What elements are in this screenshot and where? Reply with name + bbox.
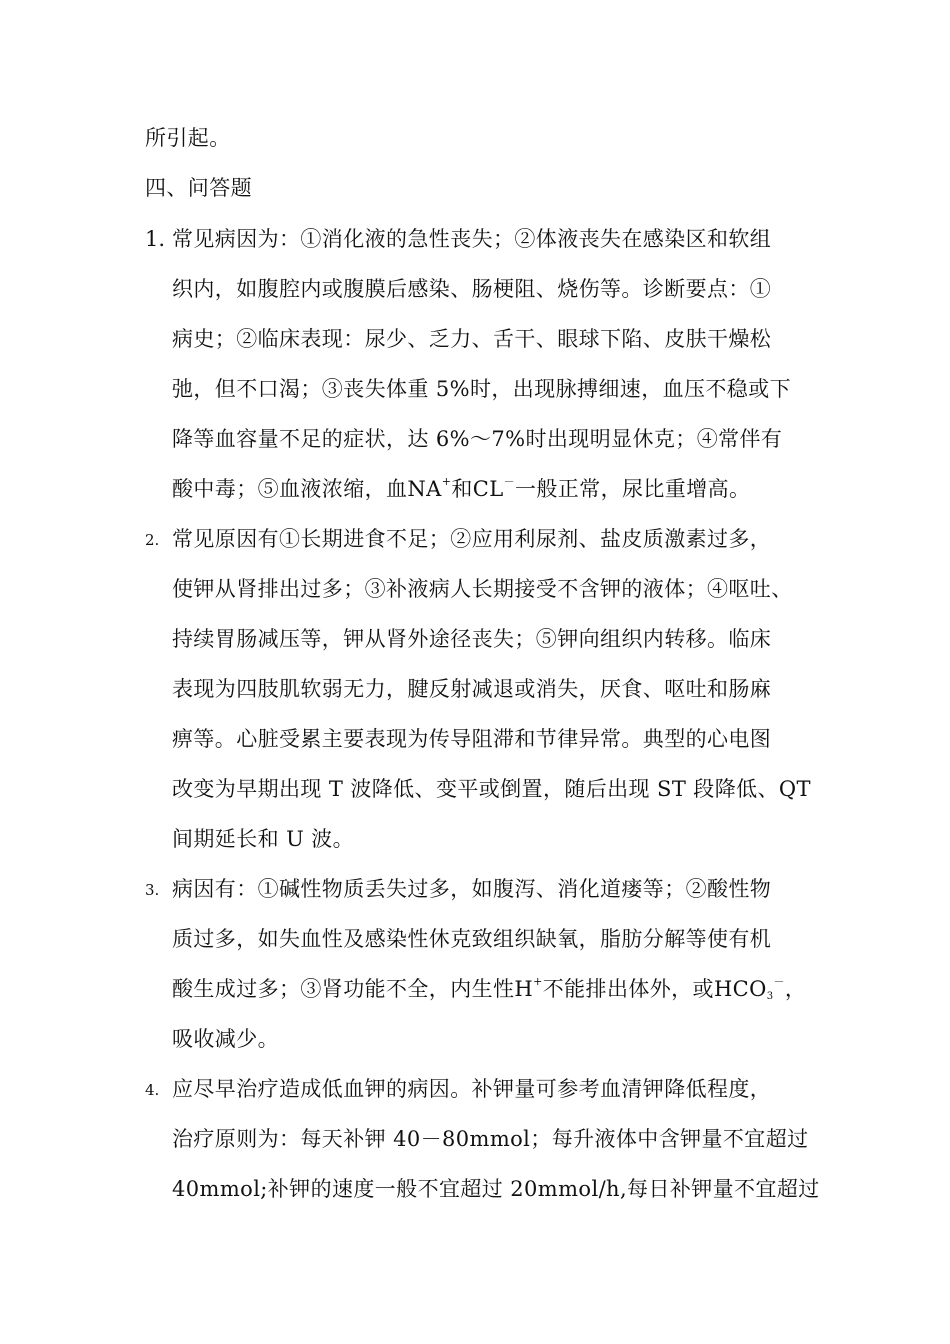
answer-line: 治疗原则为：每天补钾 40－80mmol；每升液体中含钾量不宜超过 <box>172 1127 809 1151</box>
answer-line: 织内，如腹腔内或腹膜后感染、肠梗阻、烧伤等。诊断要点：① <box>172 277 772 301</box>
answer-line: 吸收减少。 <box>172 1027 279 1051</box>
answer-line: 弛，但不口渴；③丧失体重 5%时，出现脉搏细速，血压不稳或下 <box>172 377 791 401</box>
answer-line: 酸生成过多；③肾功能不全，内生性H+不能排出体外，或$HCO_3^-$， <box>172 975 807 1002</box>
section-heading: 四、问答题 <box>145 176 252 200</box>
answer-line: 持续胃肠减压等，钾从肾外途径丧失；⑤钾向组织内转移。临床 <box>172 627 772 651</box>
answer-line: 间期延长和 U 波。 <box>172 827 355 851</box>
answer-line: 常见原因有①长期进食不足；②应用利尿剂、盐皮质激素过多， <box>172 527 772 551</box>
answer-line: 质过多，如失血性及感染性休克致组织缺氧，脂肪分解等使有机 <box>172 927 772 951</box>
answer-number: 3. <box>145 881 160 899</box>
intro-text: 所引起。 <box>145 126 231 150</box>
answer-number: 1. <box>145 227 166 251</box>
answer-line: 改变为早期出现 T 波降低、变平或倒置，随后出现 ST 段降低、QT <box>172 777 811 801</box>
answer-line: 病史；②临床表现：尿少、乏力、舌干、眼球下陷、皮肤干燥松 <box>172 327 772 351</box>
answer-line: 使钾从肾排出过多；③补液病人长期接受不含钾的液体；④呕吐、 <box>172 577 793 601</box>
answer-line: 降等血容量不足的症状，达 6%～7%时出现明显休克；④常伴有 <box>172 427 783 451</box>
answer-line: 酸中毒；⑤血液浓缩，血NA+和CL－一般正常，尿比重增高。 <box>172 475 751 501</box>
answer-line: 40mmol;补钾的速度一般不宜超过 20mmol/h,每日补钾量不宜超过 <box>172 1177 820 1201</box>
answer-line: 表现为四肢肌软弱无力，腱反射减退或消失，厌食、呕吐和肠麻 <box>172 677 772 701</box>
answer-line: 应尽早治疗造成低血钾的病因。补钾量可参考血清钾降低程度， <box>172 1077 772 1101</box>
answer-number: 4. <box>145 1081 160 1099</box>
answer-line: 痹等。心脏受累主要表现为传导阻滞和节律异常。典型的心电图 <box>172 727 772 751</box>
answer-line: 病因有：①碱性物质丢失过多，如腹泻、消化道瘘等；②酸性物 <box>172 877 772 901</box>
answer-line: 常见病因为：①消化液的急性丧失；②体液丧失在感染区和软组 <box>172 227 772 251</box>
answer-number: 2. <box>145 531 160 549</box>
